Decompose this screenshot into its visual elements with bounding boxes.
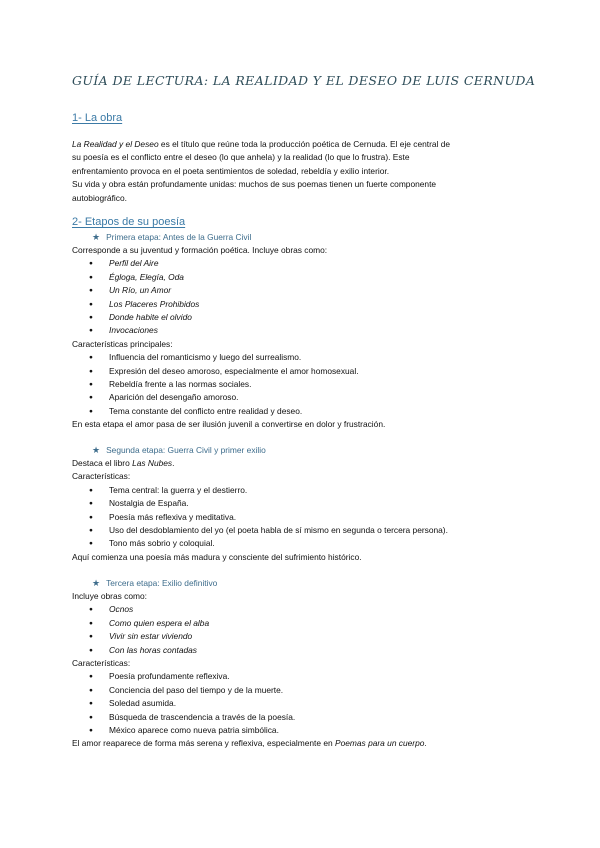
etapa-3-title — [92, 578, 217, 589]
list-item: ● Influencia del romanticismo y luego del surrealismo. — [72, 351, 532, 364]
paragraph-line: su poesía es el conflicto entre el deseo (lo que anhela) y la realidad (lo que lo frustra). Este — [72, 152, 410, 163]
subheading-text: Tercera etapa: Exilio definitivo — [106, 578, 218, 588]
list-item: ● Soledad asumida. — [72, 697, 532, 710]
features-list — [72, 351, 532, 418]
etapa-2-body — [72, 457, 532, 564]
book-title: Poemas para un cuerpo — [335, 738, 425, 749]
list-item: ● Expresión del deseo amoroso, especialmente el amor homosexual. — [72, 365, 532, 378]
section-1-heading: 1- La obra — [72, 112, 123, 124]
list-item: ● Un Río, un Amor — [72, 284, 532, 297]
subheading-text: Primera etapa: Antes de la Guerra Civil — [106, 232, 252, 242]
list-item: ● México aparece como nueva patria simbólica. — [72, 724, 532, 737]
features-list — [72, 670, 532, 737]
list-item: ● Donde habite el olvido — [72, 311, 532, 324]
page-title: GUÍA DE LECTURA: LA REALIDAD Y EL DESEO DE LUIS CERNUDA — [72, 73, 536, 88]
section-1-body — [72, 138, 532, 205]
etapa-3-body — [72, 590, 532, 751]
list-item: ● Perfil del Aire — [72, 257, 532, 270]
list-item: ● Nostalgia de España. — [72, 497, 532, 510]
text: es el título que reúne toda la producción poética de Cernuda. El eje central de — [158, 139, 451, 149]
paragraph-line: El amor reaparece de forma más serena y reflexiva, especialmente en Poemas para un cuerpo. — [72, 738, 427, 749]
list-item: ● Rebeldía frente a las normas sociales. — [72, 378, 532, 391]
list-item: ● Búsqueda de trascendencia a través de la poesía. — [72, 711, 532, 724]
list-item: ● Uso del desdoblamiento del yo (el poeta habla de sí mismo en segunda o tercera persona). — [72, 524, 532, 537]
subheading-text: Segunda etapa: Guerra Civil y primer exilio — [106, 445, 266, 455]
list-item: ● Tema central: la guerra y el destierro. — [72, 484, 532, 497]
book-title: Las Nubes — [132, 458, 173, 468]
paragraph-line: Su vida y obra están profundamente unidas: muchos de sus poemas tienen un fuerte componente — [72, 179, 437, 190]
star-icon: ★ — [92, 445, 101, 455]
works-list — [72, 257, 532, 337]
paragraph-line: Características: — [72, 658, 131, 669]
list-item: ● Aparición del desengaño amoroso. — [72, 391, 532, 404]
paragraph-line: Corresponde a su juventud y formación poética. Incluye obras como: — [72, 245, 328, 255]
list-item: ● Égloga, Elegía, Oda — [72, 271, 532, 284]
book-title: La Realidad y el Deseo — [72, 139, 159, 149]
list-item: ● Poesía más reflexiva y meditativa. — [72, 511, 532, 524]
etapa-1-title — [92, 232, 251, 243]
list-item: ● Poesía profundamente reflexiva. — [72, 670, 532, 683]
works-list — [72, 603, 532, 657]
list-item: ● Invocaciones — [72, 324, 532, 337]
etapa-2-title — [92, 445, 266, 456]
paragraph-line: Características: — [72, 471, 131, 482]
list-item: ● Los Placeres Prohibidos — [72, 298, 532, 311]
paragraph-line: Incluye obras como: — [72, 591, 147, 601]
paragraph-line: enfrentamiento provoca en el poeta sentimientos de soledad, rebeldía y exilio interior. — [72, 165, 390, 176]
paragraph-line — [72, 138, 532, 151]
paragraph-line: Destaca el libro Las Nubes. — [72, 458, 175, 468]
star-icon: ★ — [92, 232, 101, 242]
list-item: ● Tema constante del conflicto entre realidad y deseo. — [72, 405, 532, 418]
star-icon: ★ — [92, 578, 101, 588]
features-list — [72, 484, 532, 551]
paragraph-line: En esta etapa el amor pasa de ser ilusión juvenil a convertirse en dolor y frustración. — [72, 419, 386, 430]
paragraph-line: Características principales: — [72, 338, 173, 349]
etapa-1-body — [72, 244, 532, 432]
list-item: ● Con las horas contadas — [72, 644, 532, 657]
paragraph-line: Aquí comienza una poesía más madura y consciente del sufrimiento histórico. — [72, 551, 362, 562]
list-item: ● Ocnos — [72, 603, 532, 616]
section-2-heading: 2- Etapos de su poesía — [72, 216, 186, 228]
list-item: ● Conciencia del paso del tiempo y de la muerte. — [72, 684, 532, 697]
list-item: ● Como quien espera el alba — [72, 617, 532, 630]
list-item: ● Tono más sobrio y coloquial. — [72, 537, 532, 550]
paragraph-line: autobiográfico. — [72, 192, 127, 203]
list-item: ● Vivir sin estar viviendo — [72, 630, 532, 643]
